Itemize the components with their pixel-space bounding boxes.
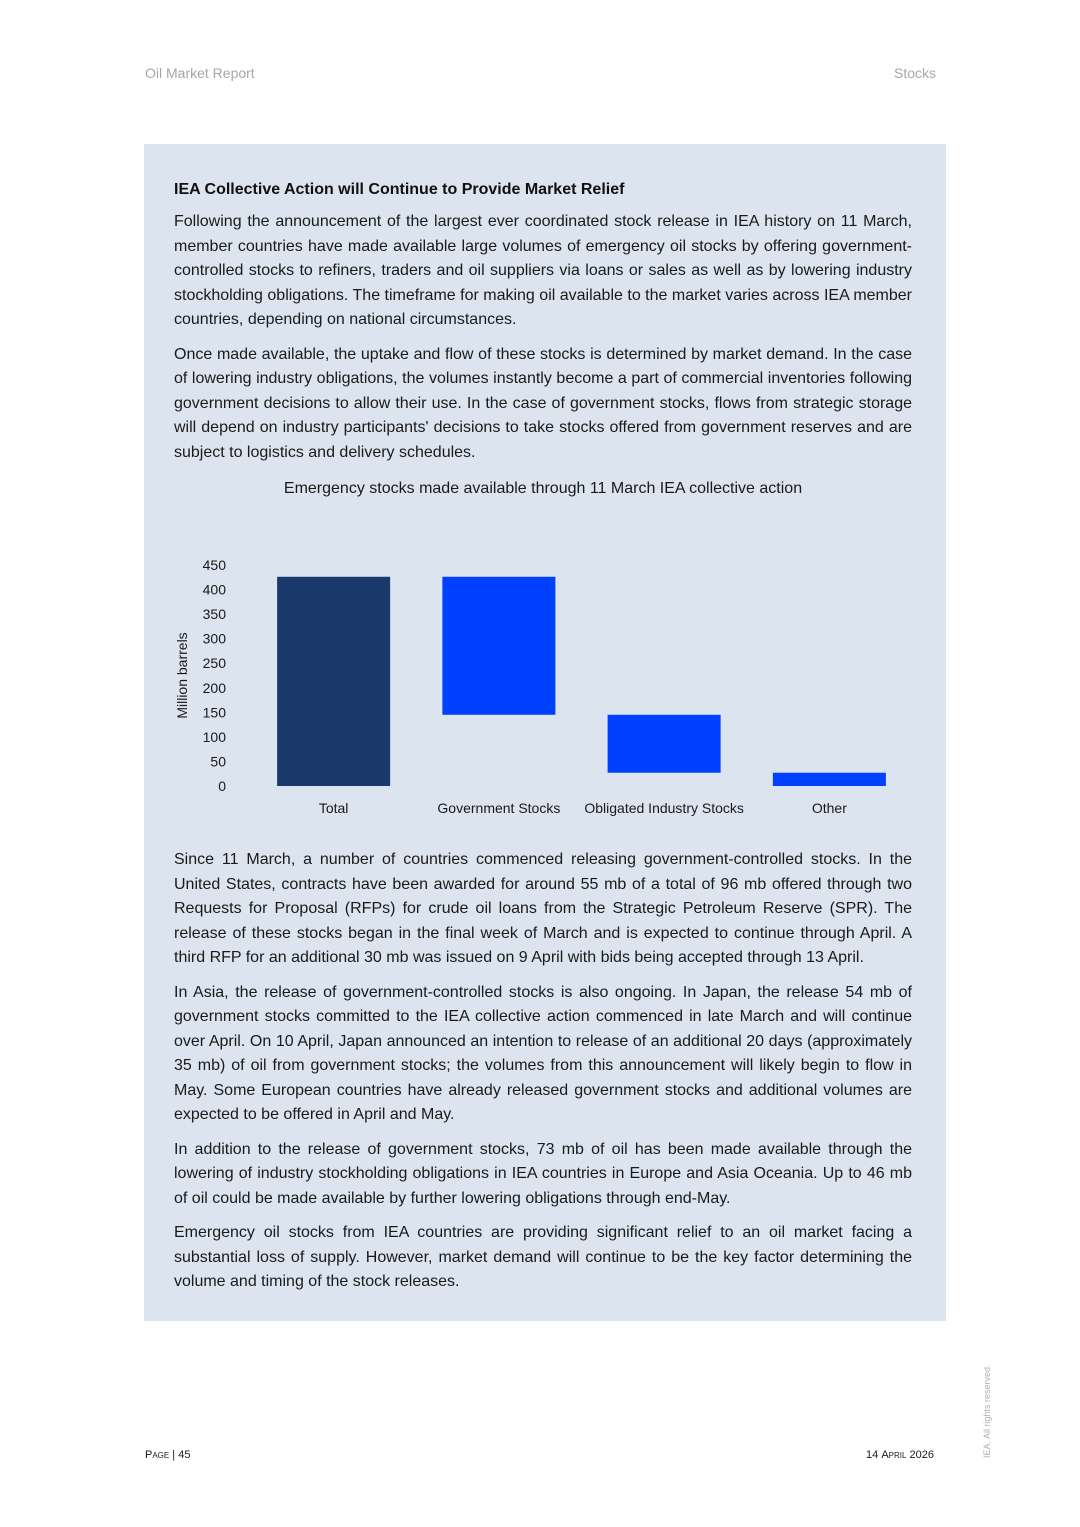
publication-date bbox=[866, 1449, 934, 1461]
y-tick-label: 0 bbox=[218, 778, 226, 794]
page-separator: | bbox=[169, 1449, 179, 1461]
date-day: 14 bbox=[866, 1449, 882, 1461]
y-tick-label: 200 bbox=[202, 679, 226, 696]
box-title: IEA Collective Action will Continue to Provide Market Relief bbox=[174, 181, 625, 198]
y-tick-label: 100 bbox=[202, 728, 226, 745]
y-tick-label: 250 bbox=[202, 655, 226, 672]
y-tick-label: 400 bbox=[202, 581, 226, 598]
y-tick-label: 300 bbox=[202, 630, 226, 647]
chart-svg bbox=[174, 498, 912, 848]
y-axis-title: Million barrels bbox=[174, 632, 190, 719]
y-tick-label: 50 bbox=[210, 753, 226, 770]
date-year: 2026 bbox=[906, 1449, 934, 1461]
body-paragraph: Since 11 March, a number of countries commenced releasing government-controlled stocks. In the United States, contracts have been awarded for around 55 mb of a total of 96 mb offered through two Requests for Proposal (RFPs) for crude oil loans from the Strategic Petroleum Reserve (SPR). The release of these stocks began in the final week of March and is expected to continue through April. A third RFP for an additional 30 mb was issued on 9 April with bids being accepted through 13 April. bbox=[174, 851, 912, 966]
page-number bbox=[145, 1449, 190, 1461]
x-tick-label: Government Stocks bbox=[437, 800, 561, 816]
body-paragraph: Following the announcement of the largest ever coordinated stock release in IEA history on 11 March, member countries have made available large volumes of emergency oil stocks by offering government-controlled stocks to refiners, traders and oil suppliers via loans or sales as well as by lowering industry stockholding obligations. The timeframe for making oil available to the market varies across IEA member countries, depending on national circumstances. bbox=[174, 213, 912, 328]
y-tick-label: 150 bbox=[202, 704, 226, 721]
body-paragraph: In addition to the release of government stocks, 73 mb of oil has been made available through the lowering of industry stockholding obligations in IEA countries in Europe and Asia Oceania. Up to 46 mb of oil could be made available by further lowering obligations through end-May. bbox=[174, 1140, 912, 1207]
chart-title: Emergency stocks made available through 11 March IEA collective action bbox=[283, 480, 803, 497]
bar-obligated-industry-stocks bbox=[608, 715, 721, 773]
body-paragraph: In Asia, the release of government-controlled stocks is also ongoing. In Japan, the release 54 mb of government stocks committed to the IEA collective action commenced in late March and will continue over April. On 10 April, Japan announced an intention to release of an additional 20 days (approximately 35 mb) of oil from government stocks; the volumes from this announcement will likely begin to flow in May. Some European countries have already released government stocks and additional volumes are expected to be offered in April and May. bbox=[174, 983, 912, 1123]
feature-box bbox=[144, 144, 946, 1321]
running-header-section: Stocks bbox=[893, 65, 936, 81]
x-tick-label: Obligated Industry Stocks bbox=[584, 800, 744, 816]
bar-total bbox=[277, 577, 390, 786]
running-header-title: Oil Market Report bbox=[145, 65, 255, 81]
bar-government-stocks bbox=[442, 577, 555, 715]
body-paragraph: Emergency oil stocks from IEA countries are providing significant relief to an oil market facing a substantial loss of supply. However, market demand will continue to be the key factor determining the volume and timing of the stock releases. bbox=[174, 1224, 912, 1290]
date-month: April bbox=[881, 1449, 907, 1461]
y-tick-label: 450 bbox=[202, 557, 226, 573]
copyright-notice: IEA. All rights reserved. bbox=[982, 1364, 992, 1458]
page-number-value: 45 bbox=[178, 1449, 191, 1461]
bar-other bbox=[773, 773, 886, 786]
x-tick-label: Other bbox=[811, 800, 847, 816]
body-paragraph: Once made available, the uptake and flow of these stocks is determined by market demand. In the case of lowering industry obligations, the volumes instantly become a part of commercial inventories following government decisions to allow their use. In the case of government stocks, flows from strategic storage will depend on industry participants' decisions to take stocks offered from government reserves and are subject to logistics and delivery schedules. bbox=[174, 345, 912, 461]
bar-chart bbox=[174, 498, 912, 848]
y-tick-label: 350 bbox=[202, 606, 226, 623]
x-tick-label: Total bbox=[318, 800, 349, 816]
page-label: Page bbox=[145, 1449, 170, 1461]
